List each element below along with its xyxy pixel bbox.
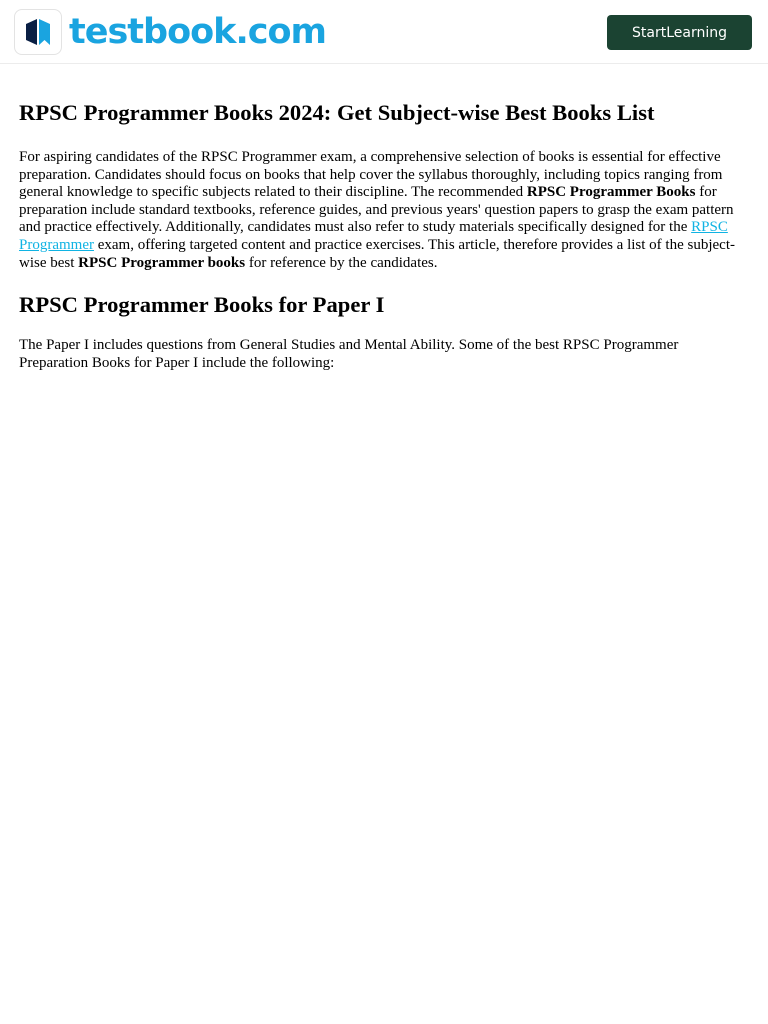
intro-bold-2: RPSC Programmer books	[78, 254, 246, 271]
testbook-logo-icon	[14, 9, 62, 55]
intro-text-2: for preparation include standard textbooks, reference guides, and previous years' question papers to grasp the exam pattern and practice effectively. Additionally, candidates must also refer to study materials specifically designed for the	[19, 184, 734, 236]
site-logo-link[interactable]	[14, 9, 326, 55]
logo-wordmark: testbook.com	[69, 12, 327, 52]
intro-text-1: For aspiring candidates of the RPSC Programmer exam, a comprehensive selection of books is essential for effective preparation. Candidates should focus on books that help cover the syllabus thoroughly, including topics ranging from general knowledge to specific subjects related to their discipline. The recommended	[19, 149, 723, 201]
intro-bold-1: RPSC Programmer Books	[526, 184, 696, 201]
intro-paragraph	[19, 149, 751, 272]
rpsc-programmer-link[interactable]: RPSC Programmer	[19, 219, 728, 253]
intro-text-3: exam, offering targeted content and practice exercises. This article, therefore provides a list of the subject-wise best	[19, 236, 735, 271]
start-learning-button[interactable]: StartLearning	[607, 15, 752, 50]
section-paragraph-paper-1: The Paper I includes questions from General Studies and Mental Ability. Some of the best RPSC Programmer Preparation Books for Paper I include the following:	[19, 337, 679, 371]
bookmark-logo-glyph	[23, 16, 53, 48]
intro-text-4: for reference by the candidates.	[245, 254, 438, 271]
article-title: RPSC Programmer Books 2024: Get Subject-wise Best Books List	[19, 100, 655, 125]
article-content	[19, 96, 751, 372]
section-heading-paper-1: RPSC Programmer Books for Paper I	[19, 292, 385, 318]
site-header	[0, 0, 768, 64]
